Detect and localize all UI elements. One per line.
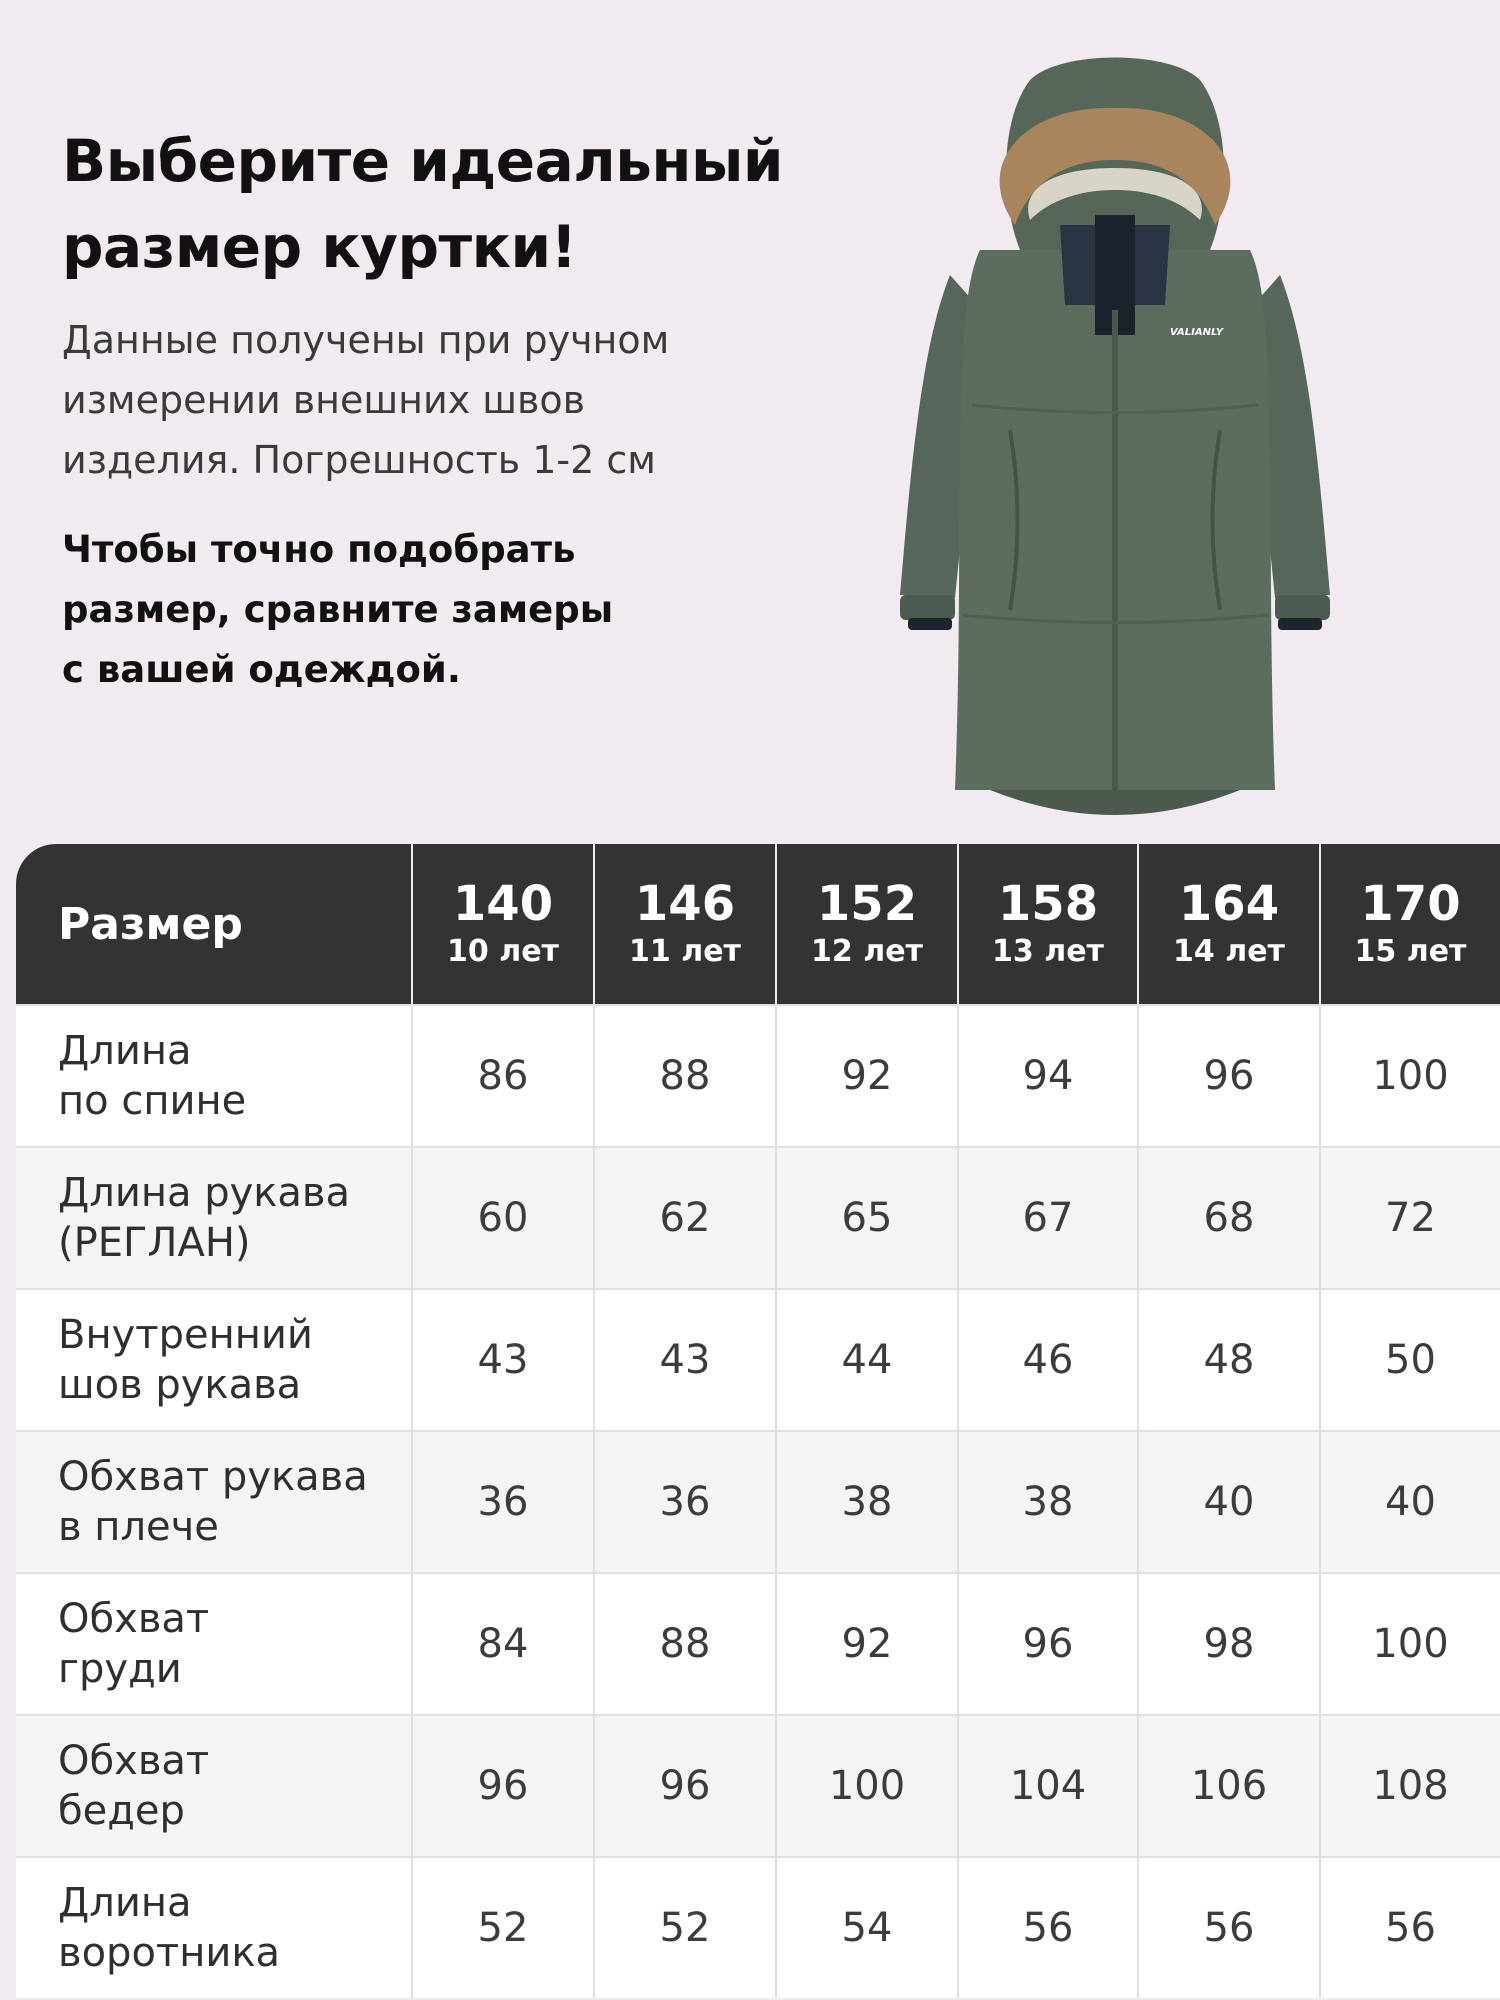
row-label-line: Длина рукава [58,1170,351,1216]
intro-block [62,118,842,700]
table-cell: 38 [776,1431,958,1573]
size-number: 152 [816,876,918,932]
table-cell: 52 [594,1857,776,1998]
size-column-header [1320,844,1500,1005]
row-label-line: бедер [58,1788,185,1834]
size-number: 158 [997,876,1099,932]
size-column-header [594,844,776,1005]
row-label-line: Обхват [58,1738,210,1784]
size-header-label: Размер [16,844,412,1005]
table-cell: 62 [594,1147,776,1289]
row-label [16,1857,412,1998]
table-row [16,1431,1500,1573]
table-cell: 44 [776,1289,958,1431]
row-label-line: груди [58,1646,182,1692]
table-cell: 50 [1320,1289,1500,1431]
size-table [16,844,1500,1998]
row-label [16,1005,412,1147]
size-number: 170 [1360,876,1461,932]
size-column-header [412,844,594,1005]
table-row [16,1289,1500,1431]
table-cell: 43 [594,1289,776,1431]
row-label [16,1147,412,1289]
size-number: 140 [452,876,554,932]
size-number: 164 [1178,876,1280,932]
table-cell: 65 [776,1147,958,1289]
title-line: Выберите идеальный [62,127,784,195]
row-label-line: Внутренний [58,1312,313,1358]
table-cell: 38 [958,1431,1138,1573]
note-line: Данные получены при ручном [62,318,670,362]
measurement-note [62,310,762,490]
table-cell: 84 [412,1573,594,1715]
table-row [16,1573,1500,1715]
table-cell: 68 [1138,1147,1320,1289]
row-label-line: в плече [58,1504,219,1550]
size-age: 11 лет [629,934,741,969]
table-cell: 100 [776,1715,958,1857]
title-line: размер куртки! [62,213,577,281]
table-cell: 104 [958,1715,1138,1857]
row-label-line: Длина [58,1880,192,1926]
table-cell: 36 [594,1431,776,1573]
table-cell: 56 [1320,1857,1500,1998]
row-label-line: Обхват [58,1596,210,1642]
table-cell: 88 [594,1573,776,1715]
right-inner-cuff [1278,618,1322,630]
table-cell: 67 [958,1147,1138,1289]
table-cell: 86 [412,1005,594,1147]
table-cell: 96 [412,1715,594,1857]
row-label [16,1715,412,1857]
size-age: 10 лет [447,934,559,969]
table-row [16,1147,1500,1289]
right-cuff [1275,595,1330,620]
size-column-header [776,844,958,1005]
table-cell: 46 [958,1289,1138,1431]
size-column-header [1138,844,1320,1005]
table-cell: 94 [958,1005,1138,1147]
size-age: 13 лет [992,934,1104,969]
table-cell: 72 [1320,1147,1500,1289]
table-cell: 36 [412,1431,594,1573]
table-row [16,1715,1500,1857]
tip-line: с вашей одеждой. [62,648,461,691]
page-title [62,118,842,290]
size-column-header [958,844,1138,1005]
size-number: 146 [634,876,736,932]
table-cell: 54 [776,1857,958,1998]
size-age: 15 лет [1354,934,1467,969]
left-cuff [900,595,955,620]
table-cell: 100 [1320,1005,1500,1147]
row-label [16,1431,412,1573]
size-age: 12 лет [811,934,923,969]
table-cell: 56 [1138,1857,1320,1998]
size-age: 14 лет [1173,934,1285,969]
row-label-line: шов рукава [58,1362,302,1408]
row-label-line: (РЕГЛАН) [58,1220,251,1266]
table-cell: 43 [412,1289,594,1431]
table-cell: 98 [1138,1573,1320,1715]
table-cell: 108 [1320,1715,1500,1857]
table-cell: 100 [1320,1573,1500,1715]
table-cell: 56 [958,1857,1138,1998]
tip-line: размер, сравните замеры [62,588,614,631]
table-cell: 40 [1320,1431,1500,1573]
table-cell: 106 [1138,1715,1320,1857]
row-label-line: Обхват рукава [58,1454,368,1500]
jacket-hem [990,790,1240,815]
row-label-line: Длина [58,1028,192,1074]
table-cell: 60 [412,1147,594,1289]
table-row [16,1857,1500,1998]
row-label [16,1289,412,1431]
table-row [16,1005,1500,1147]
table-cell: 96 [594,1715,776,1857]
table-cell: 48 [1138,1289,1320,1431]
row-label-line: воротника [58,1930,281,1976]
note-line: измерении внешних швов [62,378,586,422]
jacket-image [880,50,1350,830]
row-label [16,1573,412,1715]
table-cell: 40 [1138,1431,1320,1573]
table-cell: 52 [412,1857,594,1998]
table-cell: 96 [958,1573,1138,1715]
left-inner-cuff [908,618,952,630]
table-cell: 96 [1138,1005,1320,1147]
table-cell: 92 [776,1005,958,1147]
table-header-row [16,844,1500,1005]
fit-tip [62,520,682,700]
brand-logo: VALIANLY [1170,327,1224,338]
table-cell: 92 [776,1573,958,1715]
note-line: изделия. Погрешность 1-2 см [62,438,656,482]
row-label-line: по спине [58,1078,247,1124]
tip-line: Чтобы точно подобрать [62,528,576,571]
table-cell: 88 [594,1005,776,1147]
